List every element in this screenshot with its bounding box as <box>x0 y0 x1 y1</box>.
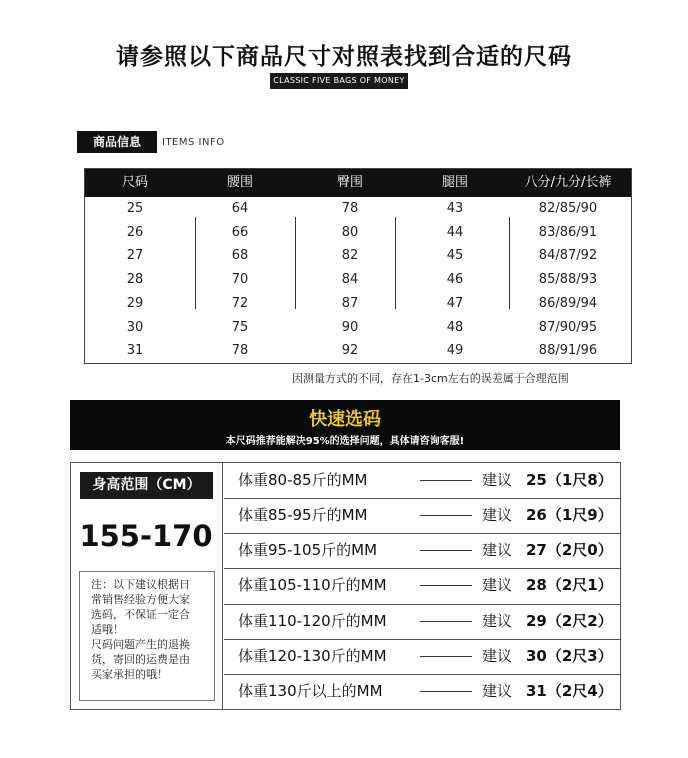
recommended-size: 29（2尺2） <box>526 611 613 630</box>
cell-hip: 78 <box>341 201 359 216</box>
height-range-value: 155-170 <box>79 519 213 553</box>
table-row <box>85 339 631 363</box>
items-info-english: ITEMS INFO <box>162 137 225 148</box>
note-line: 注：以下建议根据日 <box>91 578 190 591</box>
note-line: 货，寄回的运费是由 <box>91 653 190 666</box>
cell-size: 28 <box>126 272 144 288</box>
advise-label: 建议 <box>482 471 513 489</box>
recommended-size: 30（2尺3） <box>526 646 613 665</box>
cell-length: 87/90/95 <box>538 319 598 335</box>
table-row <box>85 316 631 340</box>
cell-length: 86/89/94 <box>538 295 598 311</box>
recommended-size: 31（2尺4） <box>526 681 613 700</box>
col-header-size: 尺码 <box>121 175 148 190</box>
col-header-length: 八分/九分/长裤 <box>524 175 612 190</box>
dash-line <box>420 656 472 657</box>
cell-length: 84/87/92 <box>538 248 598 264</box>
cell-size: 30 <box>126 319 144 335</box>
cell-waist: 66 <box>231 224 249 240</box>
dash-line <box>420 691 472 692</box>
dash-line <box>420 550 472 551</box>
row-divider <box>224 639 620 640</box>
measurement-footnote: 因测量方式的不同，存在1-3cm左右的误差属于合理范围 <box>292 372 569 385</box>
cell-thigh: 49 <box>446 343 464 359</box>
cell-thigh: 43 <box>446 201 464 216</box>
advise-label: 建议 <box>482 541 513 560</box>
cell-waist: 70 <box>231 272 249 288</box>
recommendation-row <box>224 674 620 709</box>
quick-select-title: 快速选码 <box>309 409 381 430</box>
recommendation-row <box>224 533 620 568</box>
recommended-size: 25（1尺8） <box>526 471 613 489</box>
row-divider <box>224 498 620 499</box>
advise-label: 建议 <box>482 646 513 665</box>
cell-thigh: 47 <box>446 295 464 311</box>
cell-length: 83/86/91 <box>538 224 598 240</box>
note-line: 适哦！ <box>91 623 124 636</box>
cell-hip: 82 <box>341 248 359 264</box>
note-line: 选码，不保证一定合 <box>91 608 190 621</box>
cell-thigh: 48 <box>446 319 464 335</box>
weight-range: 体重130斤以上的MM <box>238 681 383 700</box>
advise-label: 建议 <box>482 576 513 595</box>
table-row <box>85 244 631 268</box>
table-row <box>85 197 631 221</box>
recommendation-row <box>224 639 620 674</box>
column-divider <box>195 217 196 309</box>
cell-size: 25 <box>126 201 144 216</box>
recommendation-row <box>224 463 620 498</box>
column-divider <box>295 217 296 309</box>
cell-size: 29 <box>126 295 144 311</box>
note-box <box>79 571 215 701</box>
dash-line <box>420 515 472 516</box>
weight-range: 体重105-110斤的MM <box>238 576 387 595</box>
cell-waist: 75 <box>231 319 249 335</box>
weight-range: 体重80-85斤的MM <box>238 471 368 489</box>
cell-waist: 78 <box>231 343 249 359</box>
weight-range: 体重95-105斤的MM <box>238 541 378 560</box>
cell-waist: 72 <box>231 295 249 311</box>
row-divider <box>224 568 620 569</box>
cell-thigh: 46 <box>446 272 464 288</box>
page-title: 请参照以下商品尺寸对照表找到合适的尺码 <box>116 44 572 70</box>
quick-select-banner <box>70 400 620 450</box>
col-header-waist: 腰围 <box>226 175 253 190</box>
recommendation-row <box>224 604 620 639</box>
cell-size: 26 <box>126 224 144 240</box>
cell-thigh: 44 <box>446 224 464 240</box>
cell-waist: 68 <box>231 248 249 264</box>
row-divider <box>224 604 620 605</box>
recommendation-row <box>224 498 620 533</box>
weight-range: 体重110-120斤的MM <box>238 611 387 630</box>
table-row <box>85 221 631 245</box>
advise-label: 建议 <box>482 681 513 700</box>
height-range-tag: 身高范围（CM） <box>80 472 213 499</box>
size-table-header <box>85 169 631 197</box>
cell-size: 27 <box>126 248 144 264</box>
row-divider <box>224 674 620 675</box>
col-header-hip: 臀围 <box>336 175 363 190</box>
table-row <box>85 268 631 292</box>
quick-select-subtitle: 本尺码推荐能解决95%的选择问题，具体请咨询客服! <box>225 436 465 447</box>
note-line: 买家承担的哦！ <box>91 668 168 681</box>
column-divider <box>509 217 510 309</box>
recommended-size: 28（2尺1） <box>526 576 613 595</box>
row-divider <box>224 533 620 534</box>
cell-length: 85/88/93 <box>538 272 598 288</box>
note-line: 尺码问题产生的退换 <box>91 638 190 651</box>
cell-hip: 87 <box>341 295 359 311</box>
cell-hip: 80 <box>341 224 359 240</box>
col-header-thigh: 腿围 <box>441 175 468 190</box>
cell-waist: 64 <box>231 201 249 216</box>
weight-range: 体重120-130斤的MM <box>238 646 387 665</box>
cell-hip: 84 <box>341 272 359 288</box>
cell-size: 31 <box>126 343 144 359</box>
height-panel <box>71 463 221 709</box>
column-divider <box>395 217 396 309</box>
cell-hip: 92 <box>341 343 359 359</box>
cell-length: 82/85/90 <box>538 201 598 216</box>
advise-label: 建议 <box>482 506 513 525</box>
recommended-size: 27（2尺0） <box>526 541 613 560</box>
panel-divider <box>222 463 223 709</box>
dash-line <box>420 585 472 586</box>
dash-line <box>420 480 472 481</box>
cell-hip: 90 <box>341 319 359 335</box>
cell-thigh: 45 <box>446 248 464 264</box>
size-recommendation-box <box>70 462 621 710</box>
recommendation-row <box>224 568 620 603</box>
cell-length: 88/91/96 <box>538 343 598 359</box>
recommended-size: 26（1尺9） <box>526 506 613 525</box>
items-info-tag: 商品信息 <box>77 131 157 153</box>
size-table <box>84 168 632 364</box>
note-line: 常销售经验方便大家 <box>91 593 190 606</box>
weight-range: 体重85-95斤的MM <box>238 506 368 525</box>
subtitle-banner: CLASSIC FIVE BAGS OF MONEY <box>270 73 408 89</box>
advise-label: 建议 <box>482 611 513 630</box>
table-row <box>85 292 631 316</box>
dash-line <box>420 621 472 622</box>
